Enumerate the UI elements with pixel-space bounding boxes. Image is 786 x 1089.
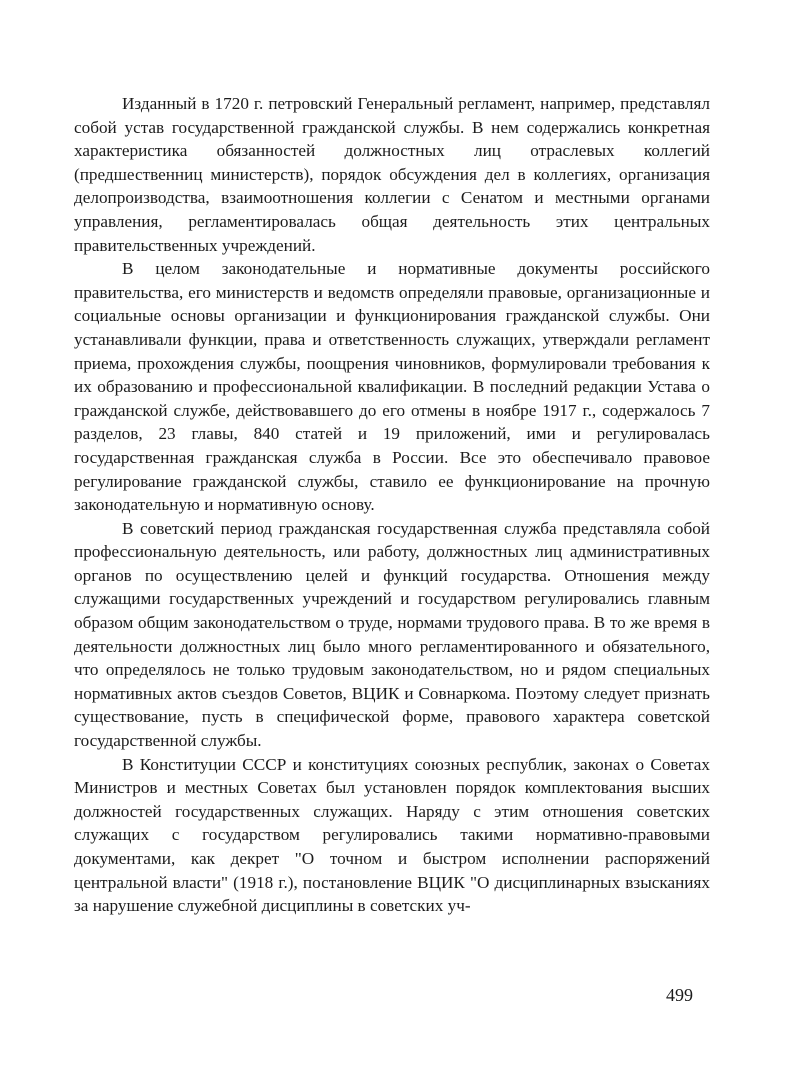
- paragraph: В целом законодательные и нормативные документы российского правительства, его министерств и ведомств определяли правовые, организационные и социальные основы организации и функционирования гражданской службы. Они устанавливали функции, права и ответственность служащих, утверждали регламент приема, прохождения службы, поощрения чиновников, формулировали требования к их образованию и профессиональной квалификации. В последний редакции Устава о гражданской службе, действовавшего до его отмены в ноябре 1917 г., содержалось 7 разделов, 23 главы, 840 статей и 19 приложений, ими и регулировалась государственная гражданская служба в России. Все это обеспечивало правовое регулирование гражданской службы, ставило ее функционирование на прочную законодательную и нормативную основу.: [74, 259, 710, 515]
- paragraph: В советский период гражданская государственная служба представляла собой профессиональную деятельность, или работу, должностных лиц административных органов по осуществлению целей и функций государства. Отношения между служащими государственных учреждений и государством регулировались главным образом общим законодательством о труде, нормами трудового права. В то же время в деятельности должностных лиц было много регламентированного и обязательного, что определялось не только трудовым законодательством, но и рядом специальных нормативных актов съездов Советов, ВЦИК и Совнаркома. Поэтому следует признать существование, пусть в специфической форме, правового характера советской государственной службы.: [74, 518, 710, 751]
- paragraph: В Конституции СССР и конституциях союзных республик, законах о Советах Министров и местных Советах был установлен порядок комплектования высших должностей государственных служащих. Наряду с этим отношения советских служащих с государством регулировались такими нормативно-правовыми документами, как декрет "О точном и быстром исполнении распоряжений центральной власти" (1918 г.), постановление ВЦИК "О дисциплинарных взысканиях за нарушение служебной дисциплины в советских уч-: [74, 754, 710, 916]
- page-number: 499: [666, 985, 693, 1005]
- body-text: [74, 92, 710, 918]
- paragraph: Изданный в 1720 г. петровский Генеральный регламент, например, представлял собой устав государственной гражданской службы. В нем содержались конкретная характеристика обязанностей должностных лиц отраслевых коллегий (предшественниц министерств), порядок обсуждения дел в коллегиях, организация делопроизводства, взаимоотношения коллегии с Сенатом и местными органами управления, регламентировалась общая деятельность этих центральных правительственных учреждений.: [74, 94, 710, 255]
